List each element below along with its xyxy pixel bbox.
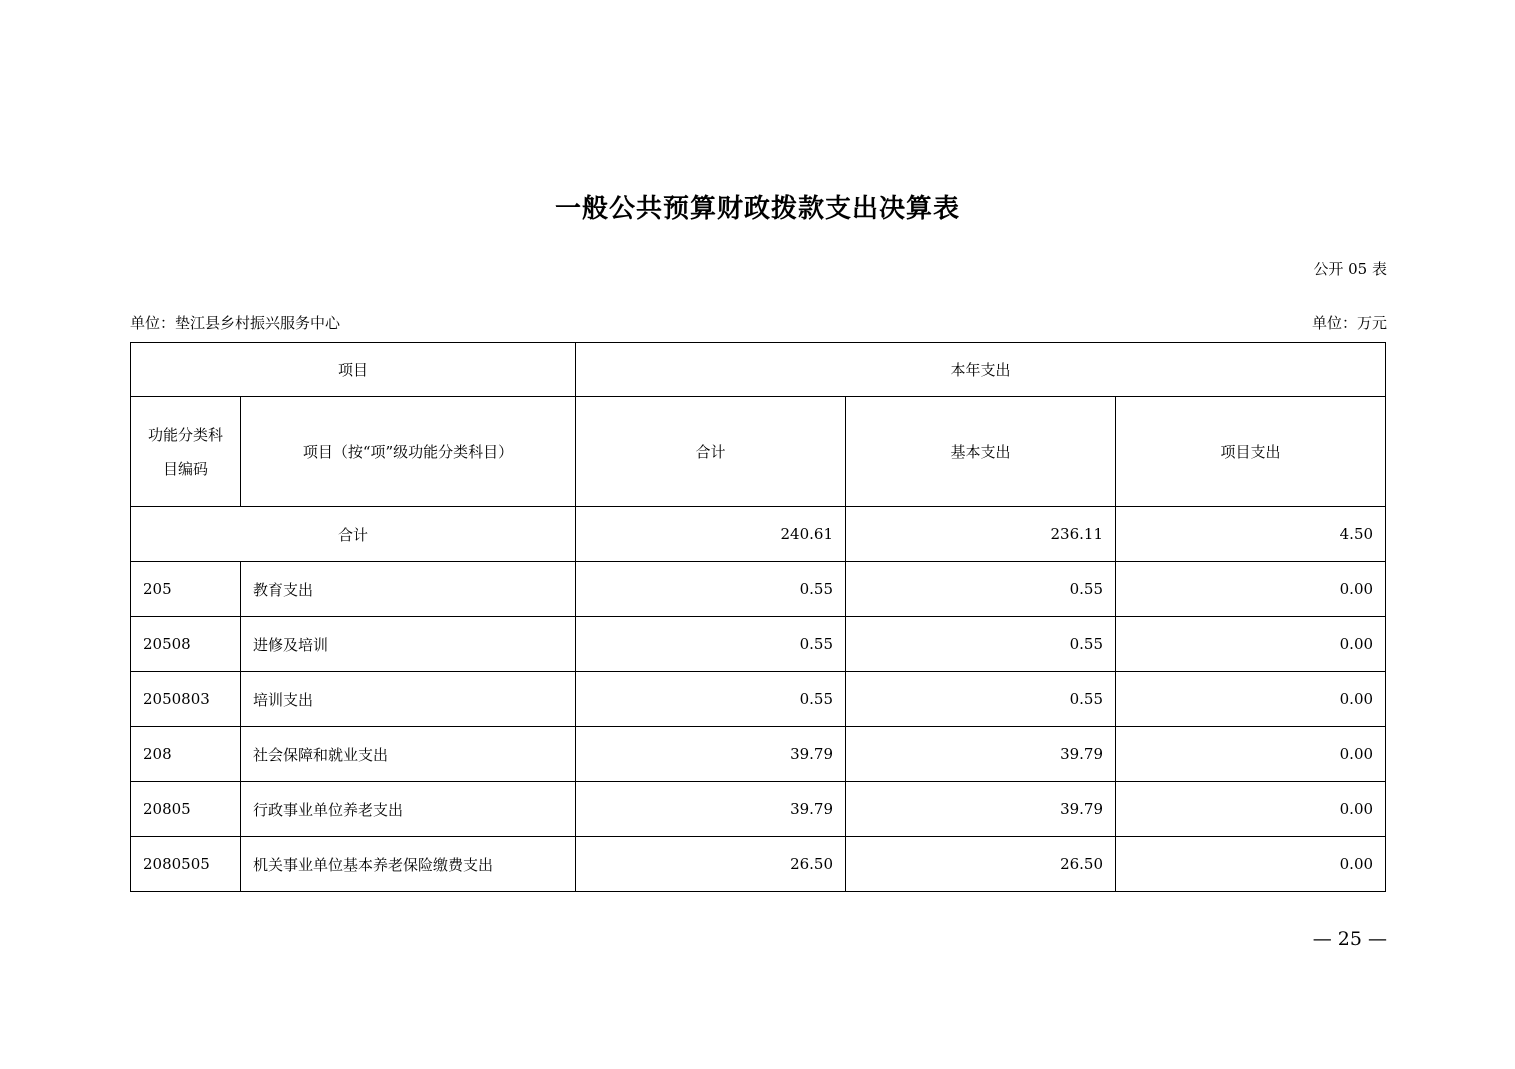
budget-expenditure-table: [130, 342, 1386, 892]
row-total: 0.55: [576, 562, 846, 617]
table-header-group-row: [131, 343, 1386, 397]
row-code: 2050803: [131, 672, 241, 727]
row-basic: 39.79: [846, 782, 1116, 837]
row-code: 20508: [131, 617, 241, 672]
table-row: [131, 672, 1386, 727]
row-basic: 0.55: [846, 562, 1116, 617]
table-row: [131, 782, 1386, 837]
header-current-year-group: 本年支出: [576, 343, 1386, 397]
unit-name-label: 单位：垫江县乡村振兴服务中心: [130, 314, 341, 332]
row-name: 行政事业单位养老支出: [241, 782, 576, 837]
header-item-group: 项目: [131, 343, 576, 397]
row-code: 2080505: [131, 837, 241, 892]
row-project: 0.00: [1116, 617, 1386, 672]
row-basic: 39.79: [846, 727, 1116, 782]
page-number: — 25 —: [1312, 928, 1387, 950]
header-col-basic: 基本支出: [846, 397, 1116, 507]
row-total: 39.79: [576, 782, 846, 837]
header-col-total: 合计: [576, 397, 846, 507]
table-row: [131, 837, 1386, 892]
row-name: 教育支出: [241, 562, 576, 617]
row-total: 39.79: [576, 727, 846, 782]
row-code: 208: [131, 727, 241, 782]
total-amount: 240.61: [576, 507, 846, 562]
table-row: [131, 727, 1386, 782]
total-label: 合计: [131, 507, 576, 562]
table-row: [131, 562, 1386, 617]
row-code: 205: [131, 562, 241, 617]
row-name: 培训支出: [241, 672, 576, 727]
header-col-project: 项目支出: [1116, 397, 1386, 507]
row-name: 机关事业单位基本养老保险缴费支出: [241, 837, 576, 892]
table-row-total: [131, 507, 1386, 562]
table-row: [131, 617, 1386, 672]
row-basic: 26.50: [846, 837, 1116, 892]
row-project: 0.00: [1116, 837, 1386, 892]
row-project: 0.00: [1116, 727, 1386, 782]
total-basic: 236.11: [846, 507, 1116, 562]
row-total: 0.55: [576, 672, 846, 727]
row-project: 0.00: [1116, 562, 1386, 617]
row-project: 0.00: [1116, 672, 1386, 727]
header-col-code: 功能分类科目编码: [131, 397, 241, 507]
row-basic: 0.55: [846, 672, 1116, 727]
row-name: 社会保障和就业支出: [241, 727, 576, 782]
row-project: 0.00: [1116, 782, 1386, 837]
row-code: 20805: [131, 782, 241, 837]
page-title: 一般公共预算财政拨款支出决算表: [554, 194, 960, 224]
sheet-label: 公开 05 表: [1313, 260, 1387, 278]
header-col-name: 项目（按“项”级功能分类科目）: [241, 397, 576, 507]
currency-unit-label: 单位：万元: [1311, 314, 1387, 332]
row-basic: 0.55: [846, 617, 1116, 672]
total-project: 4.50: [1116, 507, 1386, 562]
row-name: 进修及培训: [241, 617, 576, 672]
row-total: 26.50: [576, 837, 846, 892]
row-total: 0.55: [576, 617, 846, 672]
table-header-row: [131, 397, 1386, 507]
